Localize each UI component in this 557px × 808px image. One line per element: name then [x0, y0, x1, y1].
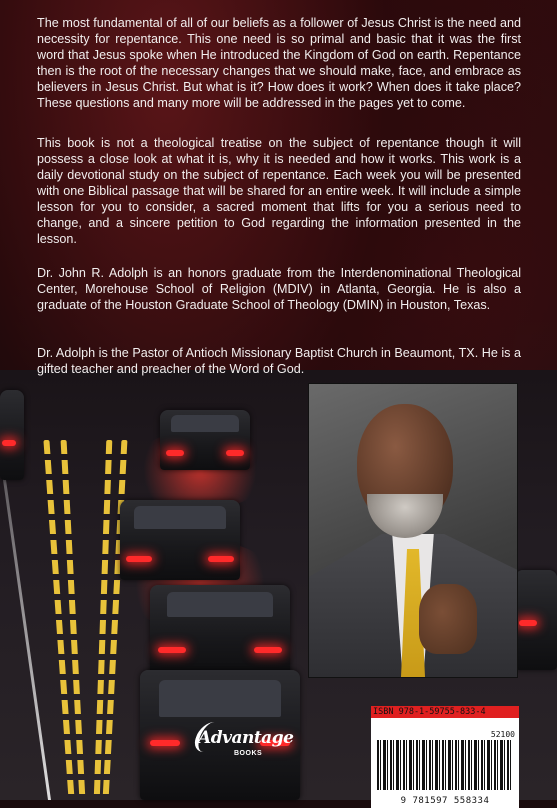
tail-light: [126, 556, 152, 562]
publisher-name: Advantage: [198, 728, 294, 748]
car: [120, 500, 240, 580]
price-code: 52100: [490, 730, 515, 739]
car: [160, 410, 250, 470]
car: [0, 390, 24, 480]
barcode: [371, 706, 519, 808]
car-window: [134, 506, 225, 528]
description-paragraph-2: This book is not a theological treatise on the subject of repentance though it will possess a close look at what it is, why it is needed and how it works. This work is a daily devotional study on the subject of repentance. Each week you will be presented with one Biblical passage that will be shared for an entire week. It will include a simple lesson for you to consider, a sacred moment that lifts for you a serious need to change, and a sincere petition to God regarding the information presented in the lesson.: [37, 136, 521, 246]
car: [515, 570, 557, 670]
road-edge-line: [0, 430, 51, 800]
description-paragraph-1: The most fundamental of all of our beliefs as a follower of Jesus Christ is the need and necessity for repentance. This one need is so primal and basic that it was the first word that Jesus spoke when He introduced the Kingdom of God on earth. Repentance then is the root of the necessary changes that we should make, face, and embrace as believers in Jesus Christ. But what is it? How does it work? When does it take place? These questions and many more will be addressed in the pages yet to come.: [37, 16, 521, 110]
barcode-number: 9 781597 558334: [400, 796, 490, 806]
tail-light: [2, 440, 16, 446]
beard: [367, 494, 443, 538]
tail-light: [150, 740, 180, 746]
tail-light: [166, 450, 184, 456]
author-bio-paragraph-1: Dr. John R. Adolph is an honors graduate from the Interdenominational Theological Center, Morehouse School of Religion (MDIV) in Atlanta, Georgia. He is also a graduate of the Houston Graduate School of Theology (DMIN) in Houston, Texas.: [37, 266, 521, 312]
author-bio-paragraph-2: Dr. Adolph is the Pastor of Antioch Missionary Baptist Church in Beaumont, TX. He is a gifted teacher and preacher of the Word of God.: [37, 346, 521, 376]
hand: [419, 584, 477, 654]
car-window: [171, 415, 239, 432]
isbn-label: ISBN 978-1-59755-833-4: [373, 707, 486, 717]
tail-light: [254, 647, 282, 653]
author-photo: [308, 383, 518, 678]
car: [150, 585, 290, 675]
tail-light: [208, 556, 234, 562]
car-window: [159, 680, 281, 716]
car-window: [167, 592, 273, 617]
tail-light: [226, 450, 244, 456]
publisher-sub: BOOKS: [234, 750, 263, 757]
publisher-logo: [198, 720, 294, 768]
barcode-bars: [377, 740, 513, 790]
tail-light: [519, 620, 537, 626]
tail-light: [158, 647, 186, 653]
